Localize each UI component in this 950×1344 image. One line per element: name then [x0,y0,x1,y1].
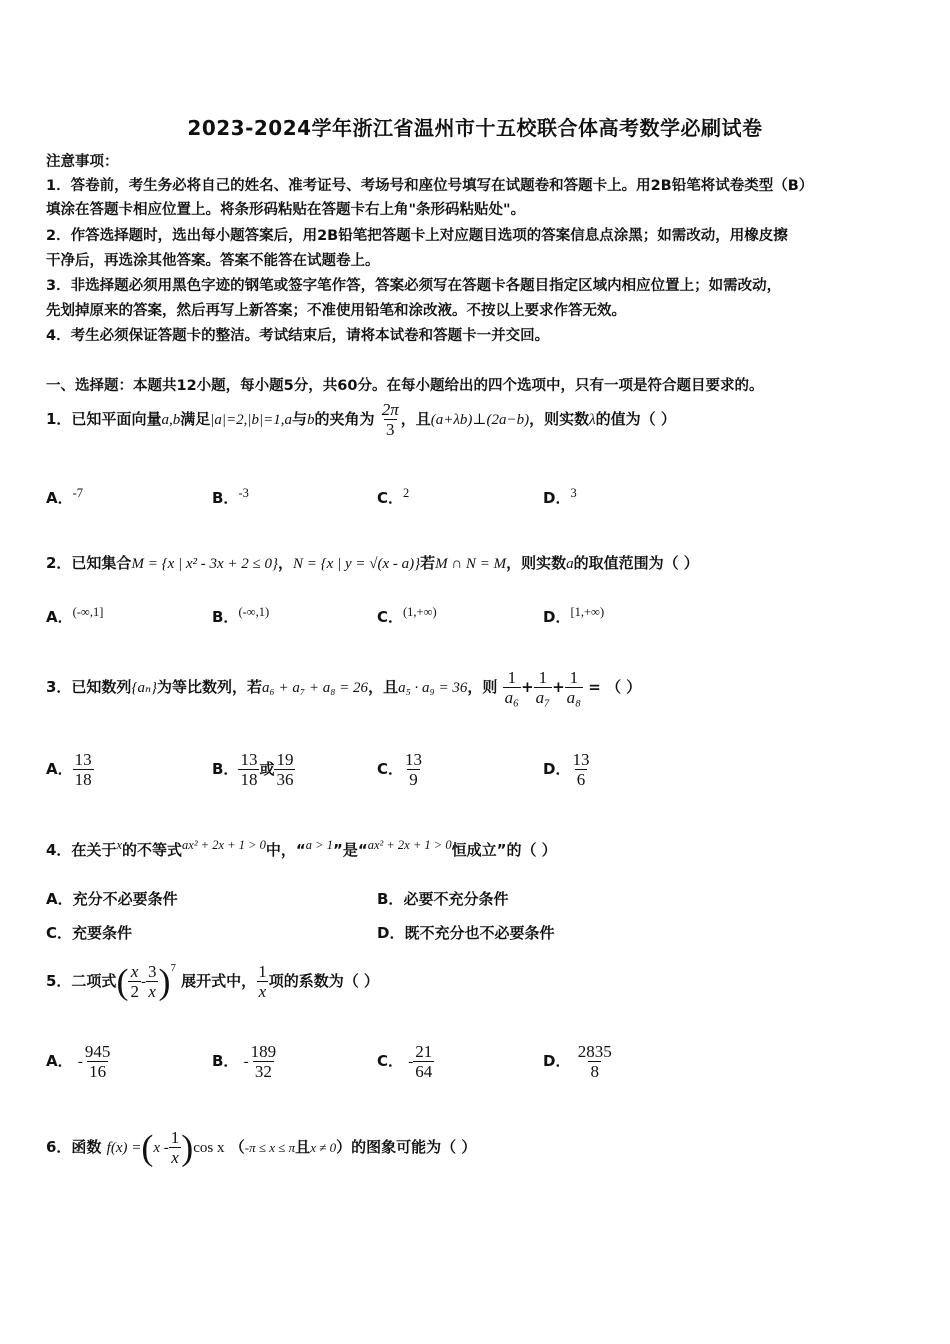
q3-frac-3 [565,668,583,707]
q4-option-d-label: D． [377,924,405,942]
q3-option-d-frac [570,750,591,789]
q1-tail: ，则实数 [529,410,590,428]
q3-frac-1-num: 1 [507,668,517,687]
q2-option-b[interactable] [212,605,269,627]
q5-prefix: 5．二项式 [46,972,117,990]
q4-option-a-label: A． [46,890,73,908]
q4-inequality-2: ax² + 2x + 1 > 0 [367,838,452,852]
q5-close-paren: ) [158,961,171,1002]
q1-prefix: 1．已知平面向量 [46,410,162,428]
q1-option-c-label: C． [377,489,404,507]
q5-option-a-den: 16 [89,1062,107,1081]
q2-option-d-value: [1,+∞) [570,605,605,619]
q1-and: ，且 [400,410,431,428]
q6-and: 且 [295,1138,311,1156]
q4-option-b-label: B． [377,890,404,908]
q6-cos: cos x [193,1140,225,1156]
q4-end: 恒成立”的（ ） [451,841,557,859]
q5-option-c-den: 64 [415,1062,433,1081]
q2-option-c[interactable] [377,605,437,627]
q3-option-a-den: 18 [74,770,92,789]
q3-option-b-label: B． [212,760,239,778]
notice-heading: 注意事项： [46,154,119,170]
q3-option-d-label: D． [543,760,571,778]
q6-frac-num: 1 [170,1128,180,1147]
q2-option-a-value: (-∞,1] [72,605,104,619]
q2-option-d[interactable] [543,605,604,627]
q6-frac [169,1128,182,1167]
q3-option-c-num: 13 [405,750,423,769]
q5-option-c[interactable] [377,1042,434,1081]
q1-vectors: a,b [161,412,181,428]
q2-set-n: N = {x | y = √(x - a)} [293,556,421,572]
q3-option-d[interactable] [543,750,591,789]
q5-mid: 展开式中， [181,972,257,990]
q5-option-d-den: 8 [590,1062,599,1081]
q4-option-a[interactable] [46,888,178,909]
q2-condition: M ∩ N = M [435,556,507,572]
q1-option-c[interactable] [377,486,409,508]
q5-frac-1x-den: x [258,982,267,1001]
q3-frac-1 [503,668,521,707]
q1-end: 的值为（ ） [595,410,676,428]
q1-option-b-value: -3 [238,486,249,500]
section-heading: 一、选择题：本题共12小题，每小题5分，共60分。在每小题给出的四个选项中，只有一项是符合题目要求的。 [46,378,764,394]
q6-frac-den: x [171,1148,179,1167]
q5-frac-x2 [128,962,141,1001]
q1-lambda: λ [589,412,596,428]
q3-frac-3-den: a₈ [566,688,582,707]
q5-option-b-label: B． [212,1052,239,1070]
notice-line-1b: 填涂在答题卡相应位置上。将条形码粘贴在答题卡右上角"条形码粘贴处"。 [46,202,526,218]
q3-option-a[interactable] [46,750,94,789]
q5-option-d[interactable] [543,1042,614,1081]
q2-option-a[interactable] [46,605,103,627]
notice-line-4: 4．考生必须保证答题卡的整洁。考试结束后，请将本试卷和答题卡一并交回。 [46,328,550,344]
q5-frac-x2-den: 2 [130,982,139,1001]
q5-minus: - [140,974,146,990]
q5-option-b-den: 32 [254,1062,272,1081]
q5-option-d-num: 2835 [577,1042,612,1061]
q2-tail: ，则实数 [506,554,567,572]
question-3: 3．已知数列{aₙ}为等比数列，若a₆ + a₇ + a₈ = 26，且a₅ · a₉ = 36，则 $\frac{1}{\text{a₆}}$ + $\frac{1}{\text{a₇}}$ + $\frac{1}{\text{a₈}}$ = （ ） [46,668,642,707]
q2-option-b-value: (-∞,1) [238,605,270,619]
q3-option-a-label: A． [46,760,73,778]
notice-line-2a: 2．作答选择题时，选出每小题答案后，用2B铅笔把答题卡上对应题目选项的答案信息点涂黑；如需改动，用橡皮擦 [46,228,788,244]
q2-comma: ， [278,554,294,572]
q2-prefix: 2．已知集合 [46,554,132,572]
q3-geo: 为等比数列，若 [157,678,263,696]
question-4 [46,838,557,860]
q1-with: 与 [291,410,307,428]
q3-frac-2-den: a₇ [535,688,551,707]
q3-option-b-frac [238,750,259,789]
q2-if: 若 [420,554,436,572]
page-title: 2023-2024学年浙江省温州市十五校联合体高考数学必刷试卷 [187,116,763,140]
q4-prefix: 4．在关于 [46,841,117,859]
q2-end: 的取值范围为（ ） [573,554,699,572]
q5-frac-1x [256,962,269,1001]
q1-condition: |a|=2,|b|=1,a [210,412,292,428]
q5-option-a-label: A． [46,1052,73,1070]
q3-then: ，则 [467,678,498,696]
q3-option-d-num: 13 [572,750,590,769]
q6-end: ）的图象可能为（ ） [336,1138,477,1156]
q3-option-c-den: 9 [409,770,418,789]
q3-option-b-num2: 19 [276,750,294,769]
q6-open: （ [229,1138,245,1156]
q1-vector-b: b [306,412,315,428]
q3-eq2: a₅ · a₉ = 36 [398,680,468,696]
q2-option-c-value: (1,+∞) [403,605,437,619]
q4-inequality: ax² + 2x + 1 > 0 [182,838,266,852]
q5-frac-3x [146,962,159,1001]
q5-option-c-frac [413,1042,434,1081]
q3-option-b-frac2 [274,750,295,789]
question-5 [46,962,379,1001]
q6-prefix: 6．函数 [46,1138,102,1156]
q4-x: x [116,838,122,852]
q4-option-b-value: 必要不充分条件 [403,890,509,908]
q5-option-c-num: 21 [415,1042,433,1061]
q6-range: -π ≤ x ≤ π [244,1140,296,1155]
q5-option-b[interactable] [212,1042,278,1081]
q1-option-a-label: A． [46,489,73,507]
q1-angle-fraction [380,400,401,439]
q3-option-c[interactable] [377,750,424,789]
q3-option-b[interactable] [212,750,295,789]
q3-prefix: 3．已知数列 [46,678,132,696]
q5-option-a-frac [83,1042,113,1081]
q6-x: x - [153,1140,169,1156]
q6-fx: f(x) = [106,1140,142,1156]
q3-eq1: a₆ + a₇ + a₈ = 26 [262,680,369,696]
q5-option-a-num: 945 [84,1042,111,1061]
q3-option-b-den2: 36 [276,770,294,789]
q4-option-c-value: 充要条件 [72,924,133,942]
q4-option-d[interactable] [377,922,554,943]
q4-option-d-value: 既不充分也不必要条件 [404,924,555,942]
q3-frac-2 [534,668,552,707]
notice-line-3b: 先划掉原来的答案，然后再写上新答案；不准使用铅笔和涂改液。不按以上要求作答无效。 [46,303,626,319]
q5-open-paren: ( [116,961,129,1002]
question-1 [46,400,676,439]
q3-frac-1-den: a₆ [504,688,520,707]
notice-line-1a: 1．答卷前，考生务必将自己的姓名、准考证号、考场号和座位号填写在试题卷和答题卡上。用2B铅笔将试卷类型（B） [46,178,814,194]
q4-option-a-value: 充分不必要条件 [72,890,178,908]
q5-power: 7 [170,962,176,974]
q5-option-d-label: D． [543,1052,571,1070]
q4-ineq-text: 的不等式 [122,841,183,859]
q6-ne: x ≠ 0 [310,1140,337,1155]
q3-option-b-num: 13 [240,750,258,769]
q3-option-b-or: 或 [259,760,275,778]
q3-frac-3-num: 1 [569,668,579,687]
q5-option-b-frac [249,1042,279,1081]
q5-option-a-sign: - [77,1054,83,1070]
q1-option-d[interactable] [543,486,577,508]
q2-option-d-label: D． [543,608,571,626]
question-6 [46,1128,476,1167]
q3-option-a-frac [73,750,94,789]
q5-frac-x2-num: x [130,962,139,981]
q2-option-a-label: A． [46,608,73,626]
q2-option-c-label: C． [377,608,404,626]
q1-option-c-value: 2 [403,486,410,500]
q4-option-c[interactable] [46,922,132,943]
q4-condition: a > 1 [305,838,333,852]
q3-sequence: {aₙ} [131,680,158,696]
q1-option-d-value: 3 [570,486,577,500]
q5-frac-3x-den: x [148,982,156,1001]
q5-frac-3x-num: 3 [147,962,157,981]
q1-angle-num: 2π [381,400,399,419]
q5-frac-1x-num: 1 [258,962,267,981]
q1-angle-text: 的夹角为 [314,410,375,428]
q4-option-c-label: C． [46,924,73,942]
q3-option-d-den: 6 [576,770,586,789]
q1-option-a-value: -7 [72,486,84,500]
q3-end: = （ ） [588,678,642,696]
q2-a: a [566,556,574,572]
notice-line-3a: 3．非选择题必须用黑色字迹的钢笔或签字笔作答，答案必须写在答题卡各题目指定区域内相应位置上；如需改动， [46,278,782,294]
q4-mid: 中，“ [265,841,306,859]
q1-perpendicular: (a+λb)⊥(2a−b) [430,412,530,428]
q3-option-a-num: 13 [74,750,92,769]
q5-option-d-frac [576,1042,614,1081]
q6-open-paren: ( [141,1127,154,1168]
q1-angle-den: 3 [386,420,395,439]
q4-is: ”是“ [332,841,368,859]
q3-and: ，且 [368,678,399,696]
q1-option-a[interactable] [46,486,83,508]
q6-close-paren: ) [181,1127,194,1168]
q5-option-c-label: C． [377,1052,404,1070]
q5-option-b-sign: - [243,1054,249,1070]
q4-option-b[interactable] [377,888,508,909]
q1-option-b[interactable] [212,486,249,508]
q3-option-c-label: C． [377,760,404,778]
q5-option-c-sign: - [408,1054,414,1070]
q5-option-a[interactable] [46,1042,112,1081]
q3-option-c-frac [403,750,424,789]
q5-option-b-num: 189 [250,1042,277,1061]
notice-line-2b: 干净后，再选涂其他答案。答案不能答在试题卷上。 [46,253,380,269]
q3-frac-2-num: 1 [538,668,548,687]
q2-set-m: M = {x | x² - 3x + 2 ≤ 0} [131,556,279,572]
q1-option-b-label: B． [212,489,239,507]
q1-option-d-label: D． [543,489,571,507]
q5-tail: 项的系数为（ ） [268,972,379,990]
q2-option-b-label: B． [212,608,239,626]
question-2 [46,552,699,573]
q3-option-b-den: 18 [240,770,258,789]
q1-satisfy: 满足 [180,410,211,428]
